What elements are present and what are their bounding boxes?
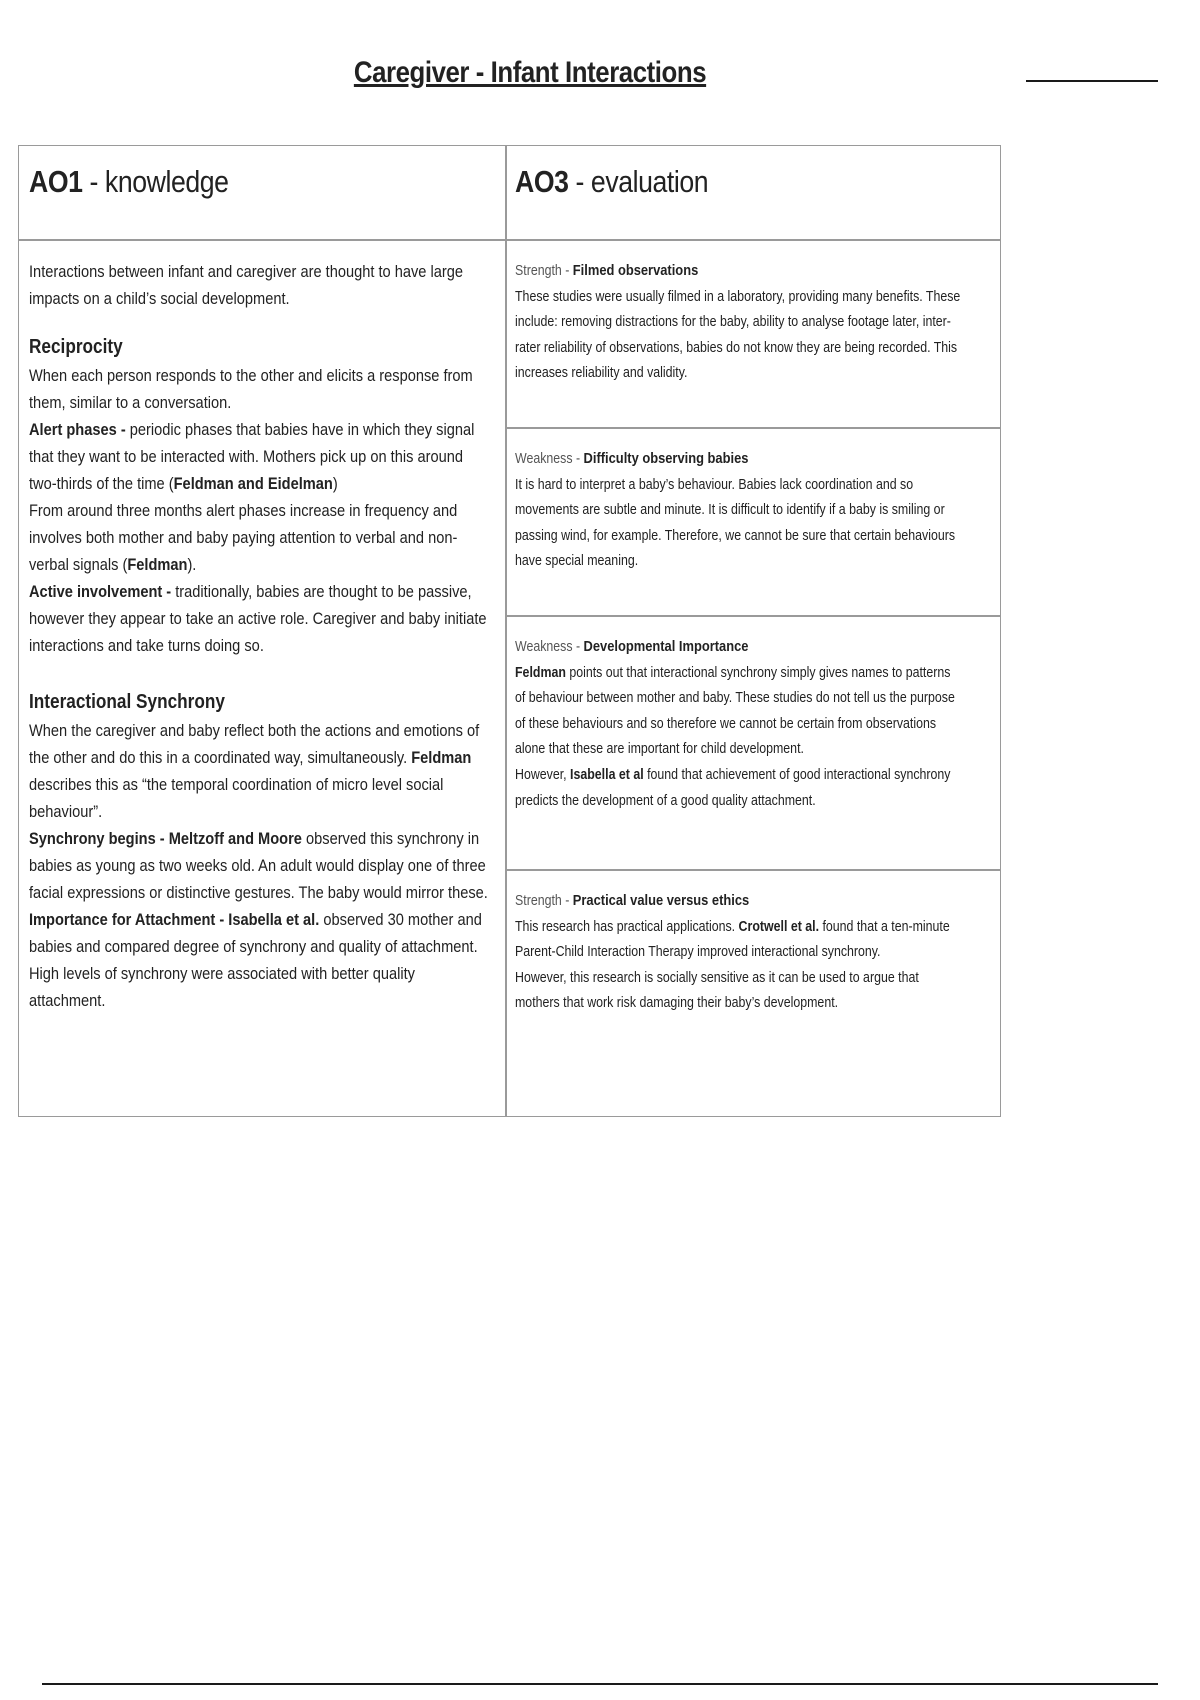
attachment-importance-paragraph: Importance for Attachment - Isabella et al. observed 30 mother and babies and compared degree of synchrony and quality of attachment. High levels of synchrony were associated with better quality attachment.: [29, 910, 482, 1010]
evaluation-practical-value: Strength - Practical value versus ethics This research has practical applications. Crotwell et al. found that a ten-minute Parent-Child Interaction Therapy improved interactional synchrony. However, this research is socially sensitive as it can be used to argue that mothers that work risk damaging their baby’s development.: [515, 892, 950, 1012]
reciprocity-definition: When each person responds to the other and elicits a response from them, similar to a conversation.: [29, 366, 473, 412]
alert-phases-paragraph: Alert phases - periodic phases that babies have in which they signal that they want to be interacted with. Mothers pick up on this around two-thirds of the time (Feldman and Eidelman): [29, 420, 475, 493]
synchrony-begins-paragraph: Synchrony begins - Meltzoff and Moore observed this synchrony in babies as young as two weeks old. An adult would display one of three facial expressions or distinctive gestures. The baby would mirror these.: [29, 829, 488, 902]
ao1-intro: Interactions between infant and caregiver are thought to have large impacts on a child’s social development.: [29, 262, 464, 308]
reciprocity-heading: Reciprocity: [29, 336, 123, 358]
three-months-paragraph: From around three months alert phases increase in frequency and involves both mother and baby paying attention to verbal and non-verbal signals (Feldman).: [29, 501, 458, 574]
footer-rule: [42, 1683, 1158, 1685]
page-title: Caregiver - Infant Interactions: [353, 56, 707, 89]
ao1-heading: AO1 - knowledge: [29, 164, 229, 199]
evaluation-observing-babies: Weakness - Difficulty observing babies It is hard to interpret a baby’s behaviour. Babies lack coordination and so movements are subtle and minute. It is difficult to identify if a baby is smiling or passing wind, for example. Therefore, we cannot be sure that certain behaviours have special meaning.: [515, 450, 956, 570]
active-involvement-paragraph: Active involvement - traditionally, babies are thought to be passive, however they appear to take an active role. Caregiver and baby initiate interactions and take turns doing so.: [29, 582, 487, 655]
evaluation-filmed-observations: Strength - Filmed observations These studies were usually filmed in a laboratory, providing many benefits. These include: removing distractions for the baby, ability to analyse footage later, inter-rater reliability of observations, babies do not know they are being recorded. This increases reliability and validity.: [515, 262, 961, 382]
synchrony-definition: When the caregiver and baby reflect both the actions and emotions of the other and do this in a coordinated way, simultaneously. Feldman describes this as “the temporal coordination of micro level social behaviour”.: [29, 721, 480, 821]
header-divider: [19, 239, 1000, 241]
row-divider-1: [506, 427, 1000, 429]
ao1-content: [29, 258, 493, 1014]
row-divider-3: [506, 869, 1000, 871]
header-rule: [1026, 80, 1158, 82]
synchrony-heading: Interactional Synchrony: [29, 691, 225, 713]
evaluation-developmental-importance: Weakness - Developmental Importance Feldman points out that interactional synchrony simply gives names to patterns of behaviour between mother and baby. These studies do not tell us the purpose of these behaviours and so therefore we cannot be certain from observations alone that these are important for child development. However, Isabella et al found that achievement of good interactional synchrony predicts the development of a good quality attachment.: [515, 638, 955, 809]
ao3-heading: AO3 - evaluation: [515, 164, 709, 199]
column-divider: [505, 146, 507, 1116]
revision-table: [18, 145, 1001, 1117]
row-divider-2: [506, 615, 1000, 617]
